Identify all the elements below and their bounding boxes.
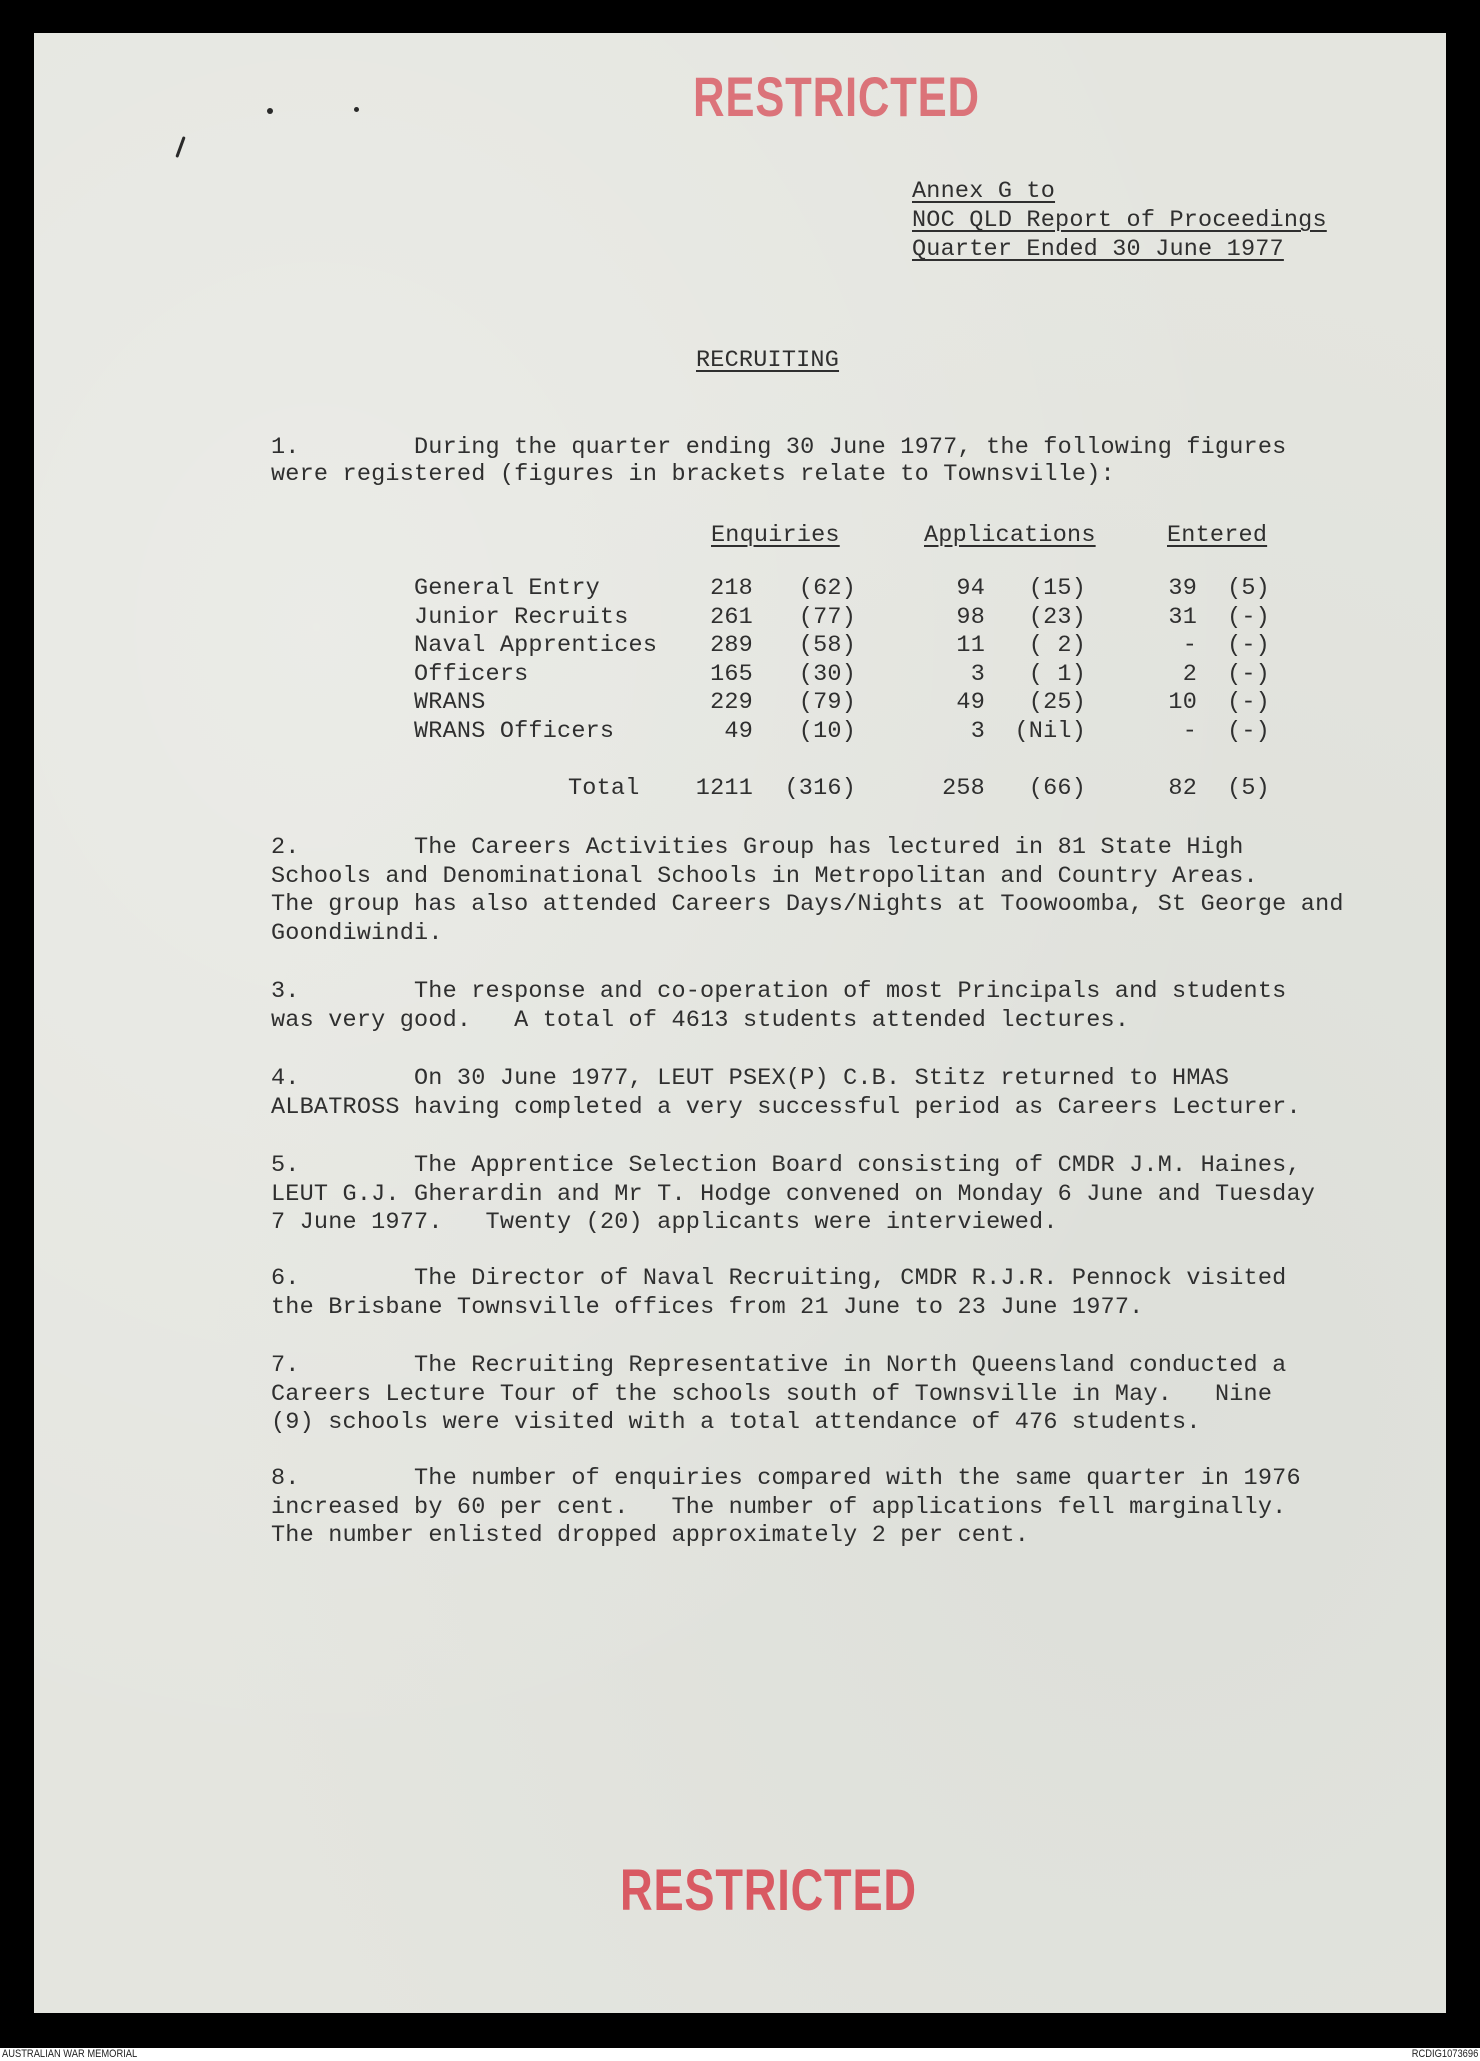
footer-institution: AUSTRALIAN WAR MEMORIAL <box>2 2048 138 2060</box>
paragraph-line: The response and co-operation of most Principals and students <box>414 978 1287 1005</box>
row-label: Naval Apprentices <box>414 632 658 659</box>
cell-entered: - <box>1182 632 1197 659</box>
annex-line-3: Quarter Ended 30 June 1977 <box>912 236 1284 263</box>
cell-enquiries-tsv: (58) <box>798 632 856 659</box>
row-label: WRANS <box>414 689 486 716</box>
footer-catalogue-id: RCDIG1073696 <box>1411 2048 1478 2060</box>
cell-enquiries: 165 <box>710 660 753 688</box>
paragraph-number: 5. <box>271 1152 300 1179</box>
para-1-number: 1. <box>271 434 300 461</box>
paragraph-line: The Recruiting Representative in North Queensland conducted a <box>414 1352 1287 1379</box>
page-title: RECRUITING <box>696 347 840 374</box>
cell-entered-tsv: (5) <box>1227 575 1270 602</box>
para-1-line-1: During the quarter ending 30 June 1977, the following figures <box>414 434 1287 461</box>
cell-applications: 98 <box>956 603 985 631</box>
cell-enquiries-tsv: (30) <box>798 660 856 688</box>
cell-enquiries-tsv: (62) <box>798 575 856 602</box>
header-enquiries: Enquiries <box>711 522 840 549</box>
total-entered: 82 <box>1168 775 1197 802</box>
cell-applications: 3 <box>970 660 985 688</box>
paragraph-line: The Apprentice Selection Board consisting of CMDR J.M. Haines, <box>414 1152 1301 1179</box>
row-label: Junior Recruits <box>414 603 629 631</box>
cell-applications-tsv: ( 1) <box>1028 660 1086 688</box>
cell-enquiries: 218 <box>710 575 753 602</box>
cell-applications-tsv: (23) <box>1028 603 1086 631</box>
cell-entered: 10 <box>1168 689 1197 716</box>
cell-applications: 94 <box>956 575 985 602</box>
cell-enquiries: 261 <box>710 603 753 631</box>
paragraph-number: 6. <box>271 1265 300 1292</box>
paragraph-number: 4. <box>271 1065 300 1092</box>
cell-entered: - <box>1182 717 1197 745</box>
paragraph-line: The Careers Activities Group has lectured in 81 State High <box>414 834 1244 861</box>
paragraph-number: 7. <box>271 1352 300 1379</box>
cell-entered-tsv: (-) <box>1227 717 1270 745</box>
paragraph-line: Careers Lecture Tour of the schools south of Townsville in May. Nine <box>271 1380 1273 1408</box>
punch-hole-mark <box>354 107 359 112</box>
cell-applications: 11 <box>956 632 985 659</box>
paragraph-number: 2. <box>271 834 300 861</box>
annex-line-2: NOC QLD Report of Proceedings <box>912 207 1327 234</box>
cell-enquiries-tsv: (79) <box>798 689 856 716</box>
cell-applications-tsv: ( 2) <box>1028 632 1086 659</box>
cell-entered: 31 <box>1168 603 1197 631</box>
restricted-stamp-bottom: RESTRICTED <box>620 1858 917 1923</box>
cell-applications-tsv: (15) <box>1028 575 1086 602</box>
cell-enquiries: 289 <box>710 632 753 659</box>
cell-applications-tsv: (Nil) <box>1014 717 1086 745</box>
paragraph-line: The Director of Naval Recruiting, CMDR R.J.R. Pennock visited <box>414 1265 1287 1292</box>
row-label: WRANS Officers <box>414 717 615 745</box>
paragraph-line: increased by 60 per cent. The number of applications fell marginally. <box>271 1493 1287 1521</box>
paragraph-number: 8. <box>271 1465 300 1492</box>
paragraph-line: the Brisbane Townsville offices from 21 June to 23 June 1977. <box>271 1293 1144 1321</box>
header-applications: Applications <box>924 522 1096 549</box>
para-1-line-2: were registered (figures in brackets relate to Townsville): <box>271 461 1115 488</box>
paragraph-line: ALBATROSS having completed a very successful period as Careers Lecturer. <box>271 1093 1301 1121</box>
cell-entered-tsv: (-) <box>1227 632 1270 659</box>
punch-hole-mark <box>267 108 273 114</box>
cell-entered: 2 <box>1182 660 1197 688</box>
paragraph-number: 3. <box>271 978 300 1005</box>
row-label: General Entry <box>414 575 600 602</box>
cell-entered: 39 <box>1168 575 1197 602</box>
paragraph-line: 7 June 1977. Twenty (20) applicants were interviewed. <box>271 1209 1058 1236</box>
row-label: Officers <box>414 660 529 688</box>
paragraph-line: The group has also attended Careers Days/Nights at Toowoomba, St George and <box>271 891 1344 918</box>
cell-enquiries: 229 <box>710 689 753 716</box>
cell-applications: 3 <box>970 717 985 745</box>
cell-entered-tsv: (-) <box>1227 660 1270 688</box>
paragraph-line: LEUT G.J. Gherardin and Mr T. Hodge convened on Monday 6 June and Tuesday <box>271 1180 1316 1208</box>
paragraph-line: The number of enquiries compared with the same quarter in 1976 <box>414 1465 1301 1492</box>
archive-footer <box>0 2048 1480 2061</box>
header-entered: Entered <box>1167 522 1268 549</box>
total-applications: 258 <box>942 775 985 802</box>
paragraph-line: On 30 June 1977, LEUT PSEX(P) C.B. Stitz returned to HMAS <box>414 1065 1230 1092</box>
total-entered-tsv: (5) <box>1227 775 1270 802</box>
annex-line-1: Annex G to <box>912 178 1056 205</box>
total-label: Total <box>568 775 640 802</box>
paragraph-line: was very good. A total of 4613 students attended lectures. <box>271 1006 1130 1034</box>
cell-applications-tsv: (25) <box>1028 689 1086 716</box>
paragraph-line: (9) schools were visited with a total attendance of 476 students. <box>271 1409 1201 1436</box>
total-enquiries-tsv: (316) <box>784 775 856 802</box>
cell-enquiries-tsv: (10) <box>798 717 856 745</box>
cell-applications: 49 <box>956 689 985 716</box>
cell-enquiries-tsv: (77) <box>798 603 856 631</box>
paragraph-line: Schools and Denominational Schools in Metropolitan and Country Areas. <box>271 862 1258 890</box>
paragraph-line: The number enlisted dropped approximately 2 per cent. <box>271 1522 1030 1549</box>
paragraph-line: Goondiwindi. <box>271 919 443 947</box>
total-enquiries: 1211 <box>695 775 753 802</box>
cell-enquiries: 49 <box>724 717 753 745</box>
tear-mark <box>175 136 185 158</box>
restricted-stamp-top: RESTRICTED <box>693 65 980 128</box>
total-applications-tsv: (66) <box>1028 775 1086 802</box>
cell-entered-tsv: (-) <box>1227 689 1270 716</box>
cell-entered-tsv: (-) <box>1227 603 1270 631</box>
